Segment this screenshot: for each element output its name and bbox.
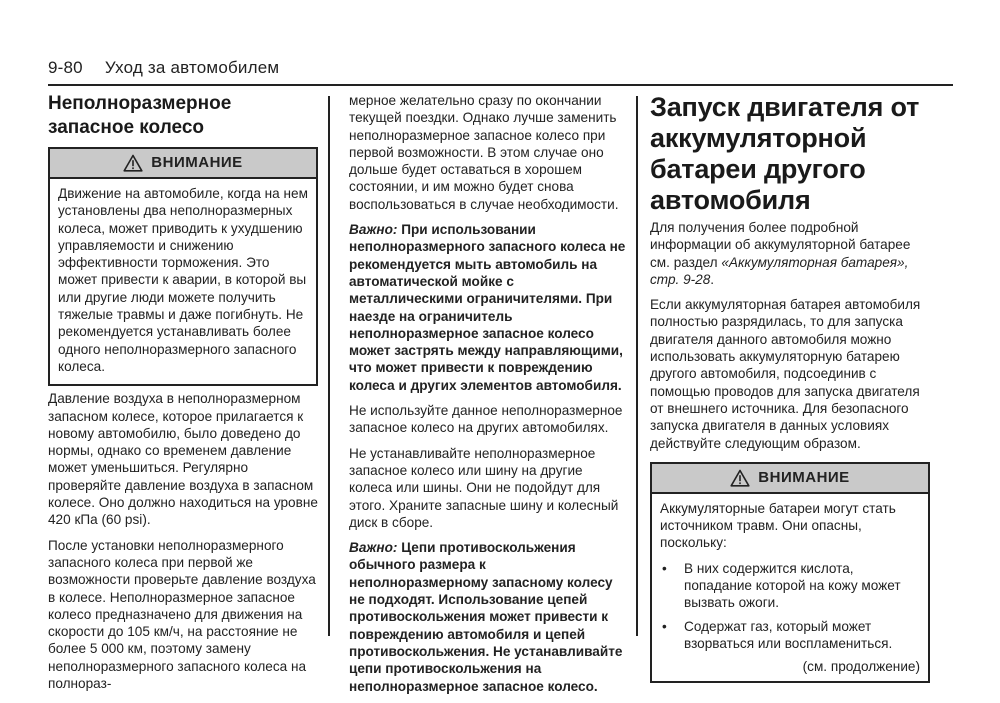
warning-box <box>48 147 318 386</box>
section-heading-spare-wheel: Неполноразмерное запасное колесо <box>48 93 232 138</box>
important-label: Важно: <box>349 222 398 238</box>
paragraph: мерное желательно сразу по окончании текущей поездки. Однако лучше заменить неполноразмерное запасное колесо при первой возможности. В этом случае оно дольше будет оставаться в хорошем состоянии, и им можно будет снова воспользоваться в случае необходимости. <box>349 93 619 212</box>
paragraph: После установки неполноразмерного запасного колеса при первой же возможности проверьте давление воздуха в колесе. Неполноразмерное запасное колесо предназначено для движения на скорости до 105 км/ч, на расстояние не более 5 000 км, поэтому замену неполноразмерного запасного колеса на полнораз- <box>48 537 316 692</box>
warning-triangle-icon <box>730 469 750 487</box>
bullet-glyph: • <box>662 618 667 634</box>
page-number: 9-80 <box>48 58 83 77</box>
paragraph: Не используйте данное неполноразмерное запасное колесо на других автомобилях. <box>349 403 623 436</box>
column-divider-1 <box>328 96 330 636</box>
warning-title: ВНИМАНИЕ <box>758 469 850 487</box>
running-header <box>48 58 279 78</box>
intro-text: Для получения более подробной информации об аккумуляторной батарее см. раздел <box>650 220 911 270</box>
warning-header <box>652 464 928 494</box>
important-label: Важно: <box>349 540 398 556</box>
column-3 <box>650 92 930 687</box>
cross-reference-link[interactable]: «Аккумуляторная батарея», стр. 9-28 <box>650 254 909 287</box>
intro-paragraph <box>650 219 930 288</box>
warning-title: ВНИМАНИЕ <box>151 154 243 172</box>
column-2 <box>349 92 626 703</box>
paragraph: Не устанавливайте неполноразмерное запасное колесо или шину на другие колеса или шины. Они не подойдут для этого. Храните запасные шину и колесный диск в сборе. <box>349 445 619 530</box>
bullet-text: Содержат газ, который может взорваться или воспламениться. <box>684 618 893 651</box>
column-1 <box>48 92 318 700</box>
warning-box <box>650 462 930 683</box>
important-note <box>349 539 626 695</box>
important-text: Цепи противоскольжения обычного размера к неполноразмерному запасному колесу не подходят. Использование цепей противоскольжения может привести к повреждению автомобиля и цепей противоскольжения. Не устанавливайте цепи противоскольжения на неполноразмерное запасное колесо. <box>349 540 623 694</box>
warning-triangle-icon <box>123 154 143 172</box>
bullet-item <box>660 618 920 653</box>
bullet-glyph: • <box>662 560 667 576</box>
warning-header <box>50 149 316 179</box>
warning-text: Аккумуляторные батареи могут стать источником травм. Они опасны, поскольку: <box>660 500 896 551</box>
important-text: При использовании неполноразмерного запасного колеса не рекомендуется мыть автомобиль на автоматической мойке с металлическими ограничителями. При наезде на ограничитель неполноразмерное запасное колесо может застрять между направляющими, что может привести к повреждению колеса и других элементов автомобиля. <box>349 222 626 393</box>
section-heading-jump-start: Запуск двигателя от аккумуляторной батареи другого автомобиля <box>650 92 920 215</box>
intro-end: . <box>710 271 715 287</box>
paragraph: Давление воздуха в неполноразмерном запасном колесе, которое прилагается к новому автомобилю, было доведено до нормы, однако со временем давление может уменьшиться. Регулярно проверяйте давление воздуха в запасном колесе. Оно должно находиться на уровне 420 кПа (60 psi). <box>48 391 318 528</box>
section-title: Уход за автомобилем <box>104 58 280 77</box>
header-rule <box>48 84 953 86</box>
bullet-text: В них содержится кислота, попадание которой на кожу может вызвать ожоги. <box>684 560 901 611</box>
important-note <box>349 221 626 394</box>
continued-note: (см. продолжение) <box>802 659 920 675</box>
column-divider-2 <box>636 96 638 636</box>
paragraph: Если аккумуляторная батарея автомобиля полностью разрядилась, то для запуска двигателя данного автомобиля можно использовать аккумуляторную батарею другого автомобиля, подсоединив с помощью проводов для запуска двигателя от внешнего источника. Для безопасного запуска двигателя в данных условиях действуйте следующим образом. <box>650 297 921 451</box>
bullet-item <box>660 560 920 612</box>
warning-text: Движение на автомобиле, когда на нем установлены два неполноразмерных колеса, может приводить к ухудшению управляемости и снижению эффективности торможения. Это может привести к аварии, в которой вы или другие люди можете получить тяжелые травмы и даже погибнуть. Не рекомендуется устанавливать более одного неполноразмерного запасного колеса. <box>58 186 308 374</box>
